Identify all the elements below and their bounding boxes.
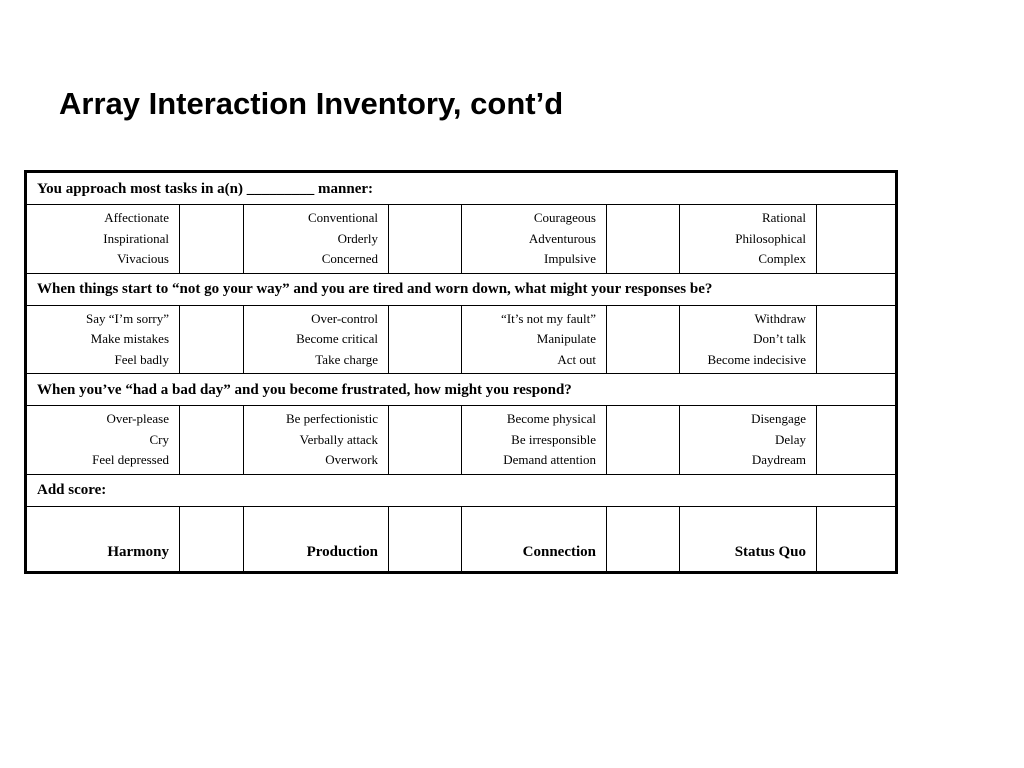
options-cell-production — [244, 406, 389, 475]
page-title: Array Interaction Inventory, cont’d — [59, 86, 564, 121]
option-word: Overwork — [325, 452, 378, 467]
score-entry-box[interactable] — [389, 305, 462, 374]
option-word: Impulsive — [544, 251, 596, 266]
option-word: Make mistakes — [90, 331, 169, 346]
option-word: Be perfectionistic — [285, 411, 378, 426]
total-score-box[interactable] — [607, 506, 680, 572]
option-word: Over-please — [106, 411, 169, 426]
option-word: Affectionate — [104, 210, 169, 225]
option-word: Be irresponsible — [511, 431, 596, 447]
question-text: You approach most tasks in a(n) _________ manner: — [26, 172, 897, 205]
options-cell-connection — [462, 205, 607, 274]
question-row — [26, 172, 897, 205]
score-entry-box[interactable] — [389, 406, 462, 475]
total-score-box[interactable] — [389, 506, 462, 572]
category-label-status-quo: Status Quo — [680, 506, 817, 572]
option-word: Become physical — [506, 411, 596, 426]
total-score-box[interactable] — [817, 506, 897, 572]
score-entry-box[interactable] — [180, 305, 244, 374]
option-word: Orderly — [337, 230, 378, 246]
options-cell-harmony — [26, 305, 180, 374]
option-word: Act out — [557, 351, 596, 367]
question-text: When things start to “not go your way” and you are tired and worn down, what might your responses be? — [26, 273, 897, 305]
options-cell-connection — [462, 305, 607, 374]
options-cell-harmony — [26, 205, 180, 274]
option-word: Adventurous — [528, 230, 596, 246]
score-entry-box[interactable] — [607, 305, 680, 374]
score-entry-box[interactable] — [389, 205, 462, 274]
options-cell-production — [244, 305, 389, 374]
option-word: Become indecisive — [707, 351, 806, 367]
option-word: Withdraw — [754, 310, 806, 326]
score-entry-box[interactable] — [180, 406, 244, 475]
option-word: Cry — [149, 431, 169, 447]
option-word: Philosophical — [735, 230, 806, 246]
option-word: Become critical — [296, 331, 378, 346]
total-score-box[interactable] — [180, 506, 244, 572]
score-entry-box[interactable] — [607, 406, 680, 475]
options-cell-status-quo — [680, 406, 817, 475]
category-label-connection: Connection — [462, 506, 607, 572]
score-entry-box[interactable] — [817, 205, 897, 274]
option-word: Complex — [758, 251, 806, 266]
option-word: Concerned — [321, 251, 378, 266]
option-word: Vivacious — [117, 251, 169, 266]
option-word: Take charge — [315, 351, 378, 367]
option-word: Feel badly — [114, 351, 169, 367]
option-word: Courageous — [533, 210, 596, 225]
option-word: Disengage — [751, 411, 806, 426]
option-word: Conventional — [307, 210, 378, 225]
option-word: Over-control — [311, 310, 378, 326]
score-totals-row — [26, 506, 897, 572]
inventory-table — [24, 170, 898, 574]
option-word: Verbally attack — [299, 431, 378, 447]
score-entry-box[interactable] — [817, 406, 897, 475]
category-label-production: Production — [244, 506, 389, 572]
score-entry-box[interactable] — [817, 305, 897, 374]
option-word: Demand attention — [503, 452, 596, 467]
option-word: Say “I’m sorry” — [85, 310, 169, 326]
options-cell-status-quo — [680, 305, 817, 374]
options-row — [26, 305, 897, 374]
options-row — [26, 205, 897, 274]
options-cell-harmony — [26, 406, 180, 475]
add-score-label: Add score: — [26, 474, 897, 506]
options-cell-status-quo — [680, 205, 817, 274]
options-cell-production — [244, 205, 389, 274]
question-text: When you’ve “had a bad day” and you become frustrated, how might you respond? — [26, 374, 897, 406]
option-word: Inspirational — [103, 230, 169, 246]
add-score-row — [26, 474, 897, 506]
score-entry-box[interactable] — [607, 205, 680, 274]
option-word: Delay — [774, 431, 806, 447]
options-cell-connection — [462, 406, 607, 475]
options-row — [26, 406, 897, 475]
option-word: Don’t talk — [753, 331, 806, 346]
option-word: Feel depressed — [92, 452, 169, 467]
score-entry-box[interactable] — [180, 205, 244, 274]
option-word: Rational — [761, 210, 806, 225]
question-row — [26, 374, 897, 406]
option-word: Daydream — [751, 452, 806, 467]
question-row — [26, 273, 897, 305]
category-label-harmony: Harmony — [26, 506, 180, 572]
option-word: “It’s not my fault” — [501, 310, 596, 326]
option-word: Manipulate — [536, 331, 596, 346]
